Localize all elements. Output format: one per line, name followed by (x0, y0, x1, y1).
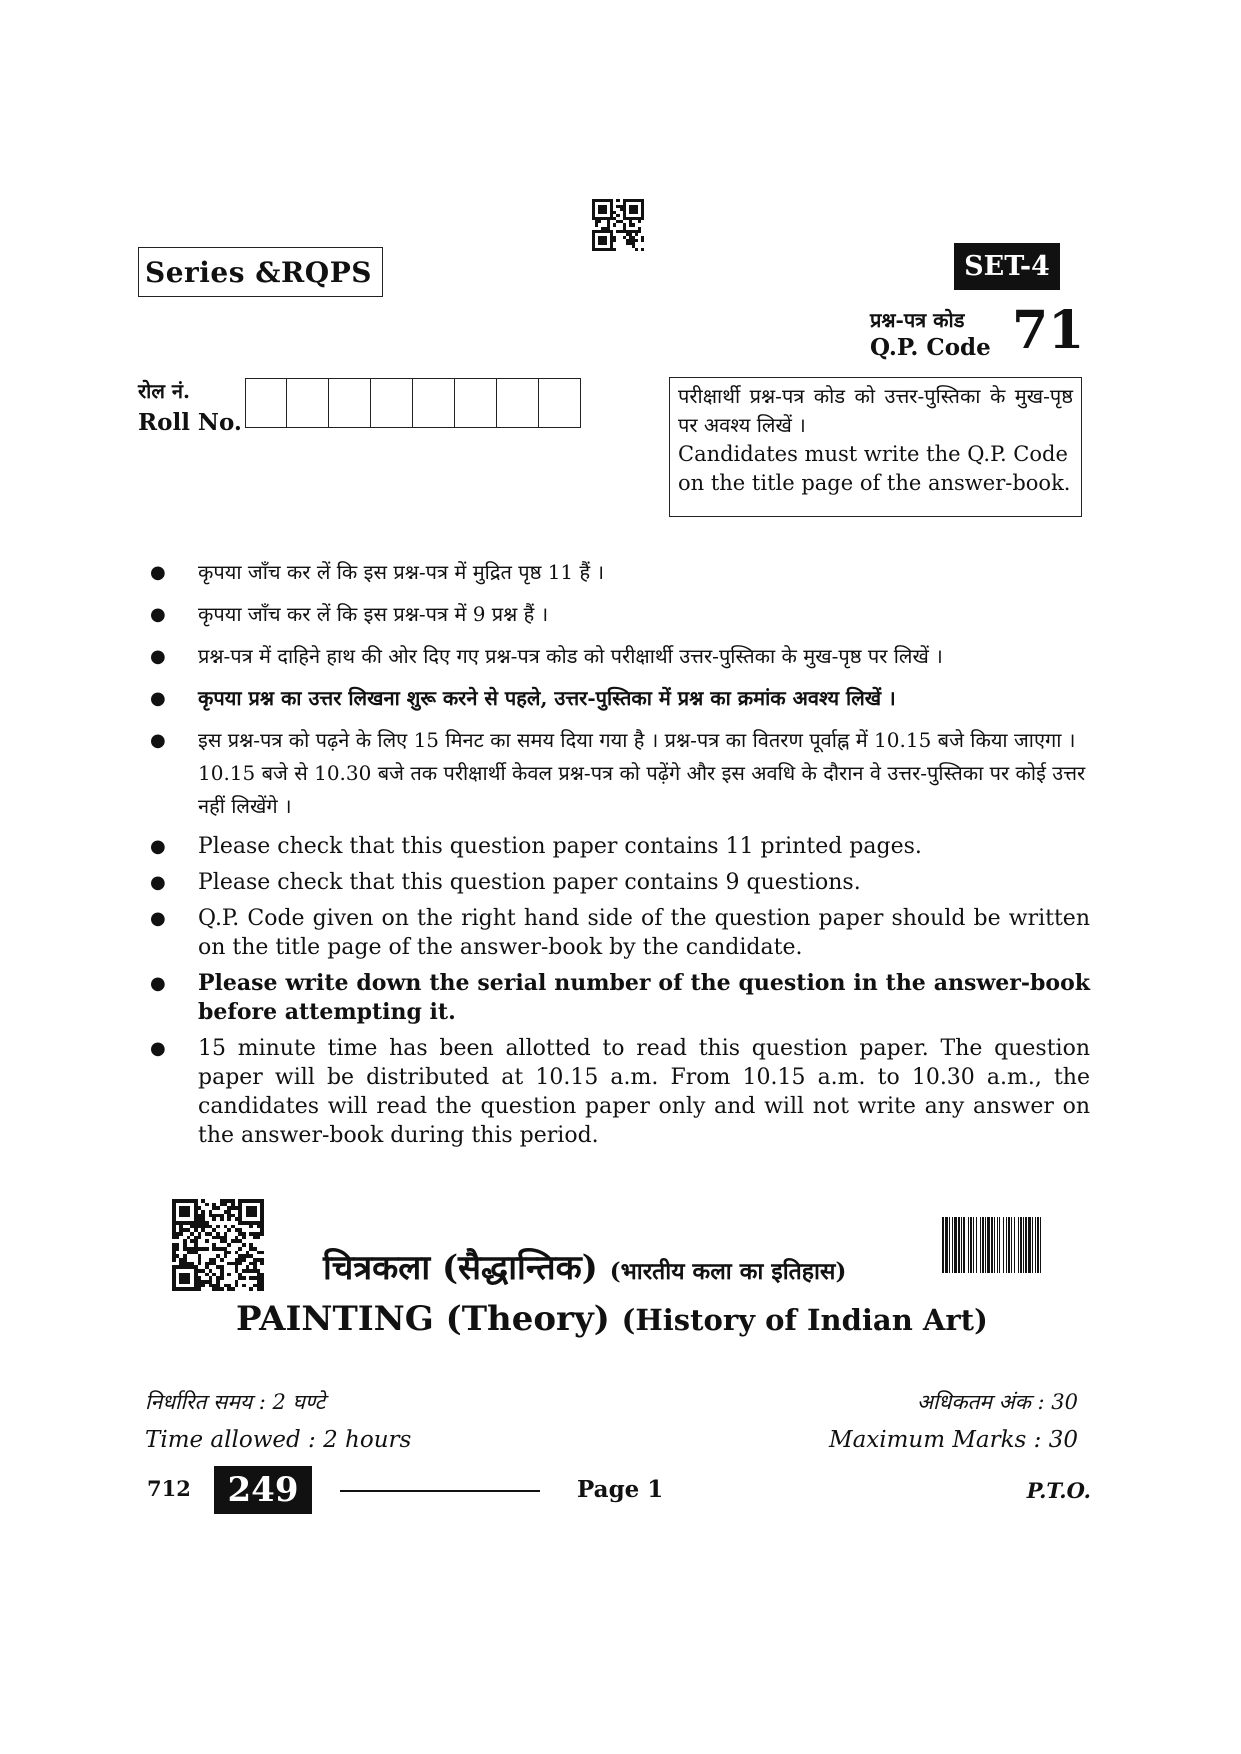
qp-code-value: 71 (1012, 300, 1085, 361)
instruction-item (150, 1034, 1090, 1150)
qp-code-label-en: Q.P. Code (870, 334, 991, 361)
subject-title-hi (323, 1243, 846, 1289)
subject-title-hi-main: चित्रकला (सैद्धान्तिक) (323, 1248, 598, 1288)
notice-en: Candidates must write the Q.P. Code on the title page of the answer-book. (678, 442, 1071, 495)
roll-box[interactable] (497, 379, 539, 427)
roll-label-en: Roll No. (138, 409, 242, 436)
roll-number-boxes[interactable] (245, 378, 581, 428)
roll-box[interactable] (539, 379, 581, 427)
qr-code-bottom (172, 1199, 264, 1291)
instruction-item (150, 682, 1090, 715)
instruction-text: Please check that this question paper contains 9 questions. (198, 870, 861, 895)
pto-label: P.T.O. (1026, 1478, 1091, 1503)
bullet-icon: ● (150, 872, 166, 893)
instruction-item (150, 556, 1090, 589)
subject-title-hi-sub: (भारतीय कला का इतिहास) (609, 1258, 847, 1285)
instruction-item (150, 832, 1090, 861)
instruction-item (150, 724, 1090, 823)
roll-box[interactable] (371, 379, 413, 427)
instruction-text: कृपया जाँच कर लें कि इस प्रश्न-पत्र में मुद्रित पृष्ठ 11 हैं । (198, 560, 605, 584)
bullet-icon: ● (150, 688, 166, 709)
instruction-item (150, 640, 1090, 673)
instruction-text: कृपया जाँच कर लें कि इस प्रश्न-पत्र में 9 प्रश्न हैं । (198, 602, 549, 626)
instructions-hi-list (150, 556, 1090, 823)
instruction-text: इस प्रश्न-पत्र को पढ़ने के लिए 15 मिनट का समय दिया गया है । प्रश्न-पत्र का वितरण पूर्वाह्न में 10.15 बजे किया जाएगा । 10.15 बजे से 10.30 बजे तक परीक्षार्थी केवल प्रश्न-पत्र को पढ़ेंगे और इस अवधि के दौरान वे उत्तर-पुस्तिका पर कोई उत्तर नहीं लिखेंगे । (198, 728, 1086, 818)
instructions (150, 556, 1090, 1157)
instruction-text: 15 minute time has been allotted to read this question paper. The question paper will be distributed at 10.15 a.m. From 10.15 a.m. to 10.30 a.m., the candidates will read the question paper only and will not write any answer on the answer-book during this period. (198, 1036, 1090, 1148)
bullet-icon: ● (150, 730, 166, 751)
roll-box[interactable] (455, 379, 497, 427)
barcode (942, 1217, 1078, 1273)
instruction-text: Please write down the serial number of the question in the answer-book before attempting it. (198, 970, 1090, 1025)
paper-serial-badge: 249 (214, 1466, 312, 1514)
max-marks-hi: अधिकतम अंक : 30 (916, 1390, 1078, 1414)
time-allowed-hi: निर्धारित समय : 2 घण्टे (145, 1390, 326, 1414)
instruction-text: Please check that this question paper contains 11 printed pages. (198, 834, 922, 859)
subject-title-en-main: PAINTING (Theory) (236, 1299, 610, 1339)
bullet-icon: ● (150, 973, 166, 994)
roll-box[interactable] (245, 379, 287, 427)
qp-code-notice (669, 377, 1082, 517)
instruction-item (150, 969, 1090, 1027)
instruction-item (150, 904, 1090, 962)
footer-divider (340, 1490, 540, 1492)
roll-label-hi: रोल नं. (138, 379, 190, 403)
set-badge: SET-4 (954, 243, 1060, 290)
series-label: Series &RQPS (138, 247, 383, 297)
paper-code: 712 (147, 1476, 191, 1501)
bullet-icon: ● (150, 604, 166, 625)
roll-box[interactable] (287, 379, 329, 427)
subject-title-en-sub: (History of Indian Art) (621, 1303, 988, 1337)
notice-hi: परीक्षार्थी प्रश्न-पत्र कोड को उत्तर-पुस्तिका के मुख-पृष्ठ पर अवश्य लिखें । (678, 384, 1073, 437)
bullet-icon: ● (150, 836, 166, 857)
page-number: Page 1 (577, 1476, 664, 1503)
instruction-text: कृपया प्रश्न का उत्तर लिखना शुरू करने से पहले, उत्तर-पुस्तिका में प्रश्न का क्रमांक अवश्य लिखें । (198, 686, 896, 710)
instruction-text: प्रश्न-पत्र में दाहिने हाथ की ओर दिए गए प्रश्न-पत्र कोड को परीक्षार्थी उत्तर-पुस्तिका के मुख-पृष्ठ पर लिखें । (198, 644, 943, 668)
qp-code-label-hi: प्रश्न-पत्र कोड (870, 308, 965, 332)
qr-code-top (592, 199, 644, 251)
instructions-en-list (150, 832, 1090, 1150)
bullet-icon: ● (150, 908, 166, 929)
bullet-icon: ● (150, 1038, 166, 1059)
roll-box[interactable] (329, 379, 371, 427)
bullet-icon: ● (150, 562, 166, 583)
instruction-text: Q.P. Code given on the right hand side of the question paper should be written on the title page of the answer-book by the candidate. (198, 906, 1090, 960)
roll-box[interactable] (413, 379, 455, 427)
time-allowed-en: Time allowed : 2 hours (145, 1427, 412, 1453)
bullet-icon: ● (150, 646, 166, 667)
instruction-item (150, 598, 1090, 631)
subject-title-en (236, 1299, 988, 1339)
max-marks-en: Maximum Marks : 30 (829, 1427, 1078, 1453)
instruction-item (150, 868, 1090, 897)
